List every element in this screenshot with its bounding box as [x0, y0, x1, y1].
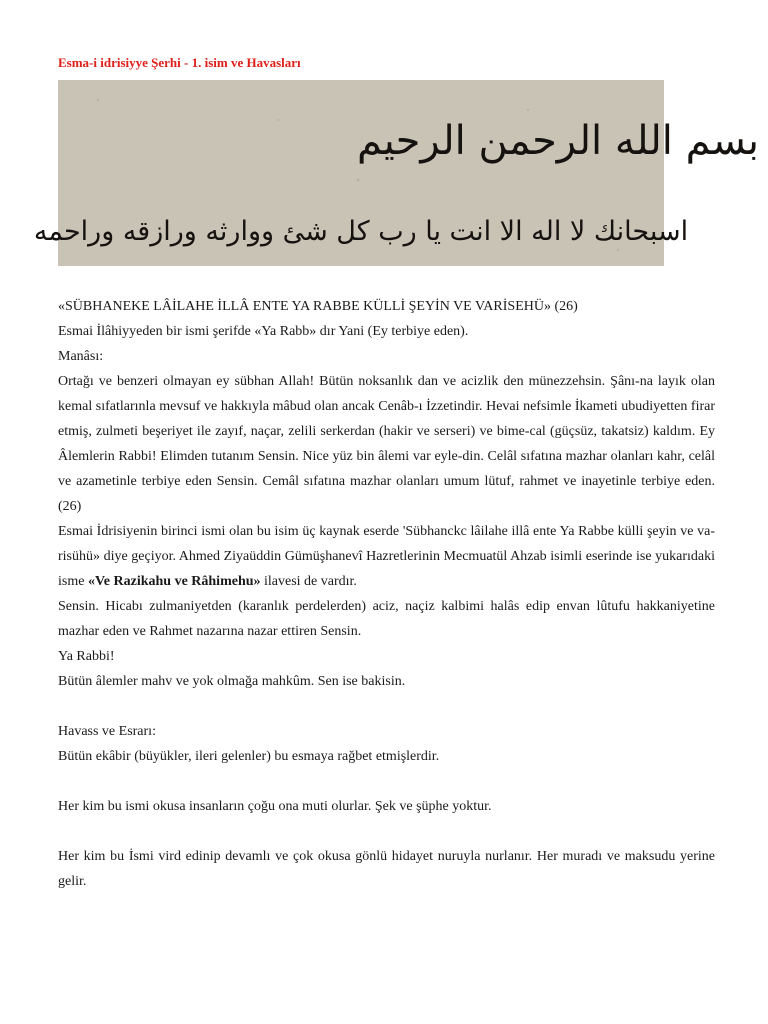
document-body: [58, 294, 715, 894]
paragraph: Her kim bu ismi okusa insanların çoğu ona muti olurlar. Şek ve şüphe yoktur.: [58, 799, 492, 814]
bold-phrase: «Ve Razikahu ve Râhimehu»: [87, 574, 261, 589]
basmala-line: بسم الله الرحمن الرحيم: [356, 118, 760, 164]
subhaneke-line: اسبحانك لا اله الا انت يا رب كل شئ ووارثه ورازقه وراحمه: [33, 216, 689, 247]
paragraph: «SÜBHANEKE LÂİLAHE İLLÂ ENTE YA RABBE KÜLLİ ŞEYİN VE VARİSEHÜ» (26): [58, 299, 578, 314]
paragraph-text: ilavesi de vardır.: [260, 574, 357, 589]
paragraph: [58, 519, 715, 594]
paragraph: Ya Rabbi!: [58, 649, 115, 664]
paragraph: Esmai İlâhiyyeden bir ismi şerifde «Ya Rabb» dır Yani (Ey terbiye eden).: [58, 324, 469, 339]
paragraph: Manâsı:: [58, 349, 104, 364]
paragraph: Bütün âlemler mahv ve yok olmağa mahkûm. Sen ise bakisin.: [58, 674, 406, 689]
paragraph: Her kim bu İsmi vird edinip devamlı ve çok okusa gönlü hidayet nuruyla nurlanır. Her muradı ve maksudu yerine gelir.: [58, 849, 715, 889]
arabic-calligraphy-image: [33, 80, 760, 266]
paragraph: Bütün ekâbir (büyükler, ileri gelenler) bu esmaya rağbet etmişlerdir.: [58, 749, 440, 764]
havass-heading: Havass ve Esrarı:: [58, 724, 156, 739]
paragraph: Ortağı ve benzeri olmayan ey sübhan Allah! Bütün noksanlık dan ve acizlik den münezzehsin. Şânı-na layık olan kemal sıfatlarınla mevsuf ve hakkıyla mâbud olan ancak Cenâb-ı İzzetindir. Hevai nefsimle İkameti ubudiyetten firar etmiş, zulmeti beşeriyet ile zayıf, naçar, zelili serkerdan (hakir ve serseri) ve bime-cal (güçsüz, takatsiz) kaldım. Ey Âlemlerin Rabbi! Elimden tutanım Sensin. Nice yüz bin âlemi var eyle-din. Celâl sıfatına mazhar olanları kahr, celâl ve azametinle terbiye eden Sensin. Cemâl sıfatına mazhar olanları umum lütuf, rahmet ve inayetinle terbiye eden. (26): [58, 374, 715, 514]
paragraph-text: Esmai İdrisiyenin birinci ismi olan bu isim üç kaynak eserde 'Sübhanckc lâilahe illâ ente Ya Rabbe külli şeyin ve va-risühü» diye geçiyor. Ahmed Ziyaüddin Gümüşhanevî Hazretlerinin Mecmuatül Ahzab isimli eserinde ise yukarıdaki isme: [58, 524, 715, 589]
document-title: Esma-i idrisiyye Şerhi - 1. isim ve Havasları: [58, 55, 301, 70]
paragraph: Sensin. Hicabı zulmaniyetden (karanlık perdelerden) aciz, naçiz kalbimi halâs edip envan lûtufu hakkaniyetine mazhar eden ve Rahmet nazarına nazar ettiren Sensin.: [58, 599, 715, 639]
